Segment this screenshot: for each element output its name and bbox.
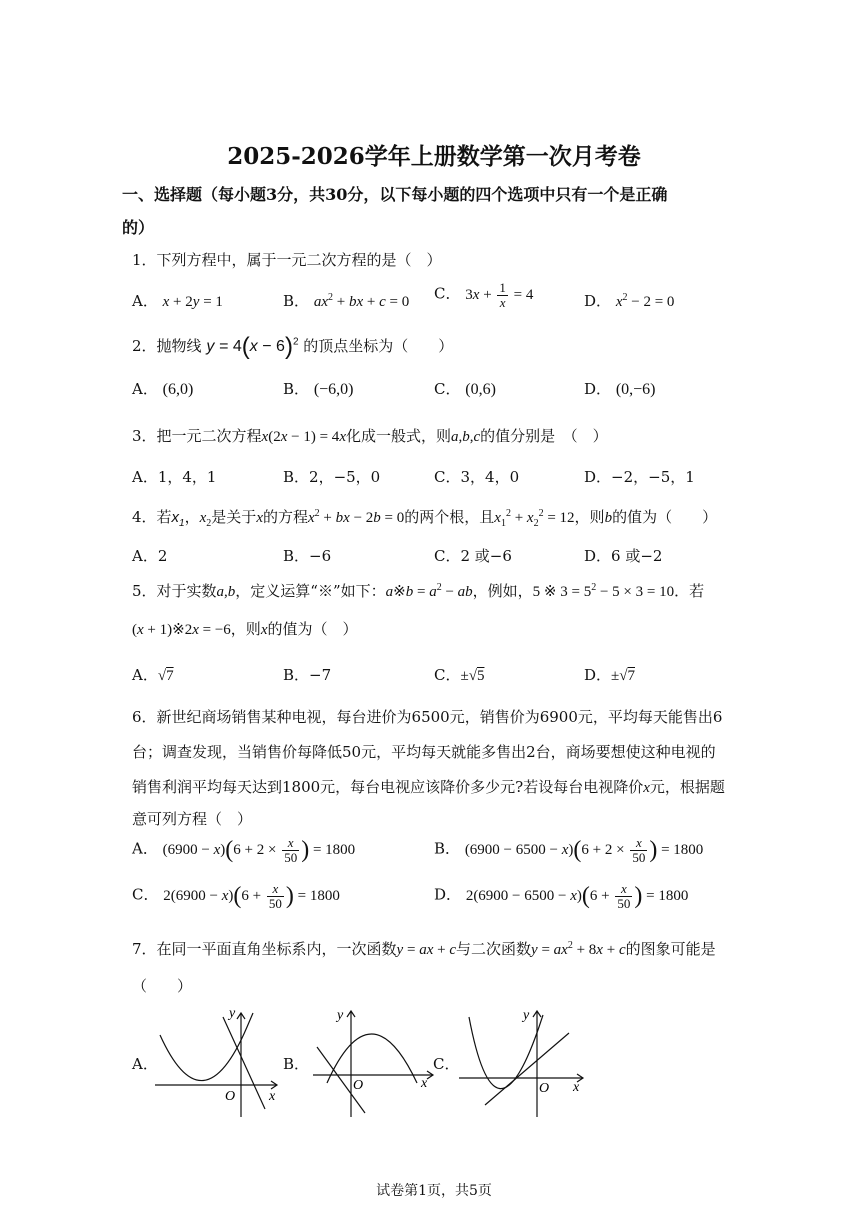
parabola-curve <box>327 1034 417 1083</box>
q5-option-d <box>584 664 635 685</box>
q5-option-d-value: ±√7 <box>611 668 635 684</box>
q7-stem-middle: 与二次函数 <box>456 940 532 958</box>
q5-option-c-value: ±√5 <box>460 668 485 684</box>
q2-option-a <box>132 378 193 399</box>
q2-option-a-value: (6,0) <box>162 381 194 398</box>
x-axis-label: x <box>573 1080 580 1095</box>
q5-stem-if: ．若 <box>674 582 705 600</box>
origin-label: O <box>539 1081 550 1096</box>
line-graph <box>485 1033 569 1105</box>
q4-equation: $x^2$ + bx − 2b = 0 <box>308 508 405 526</box>
q6-option-a <box>132 836 355 864</box>
q4-stem-roots: 的两个根，且 <box>404 508 495 526</box>
q4-stem-then: ，则 <box>574 508 605 526</box>
q3-stem-suffix: 的值分别是 （ ） <box>480 427 608 445</box>
q4-stem-about: 是关于 <box>211 508 257 526</box>
q4-root-x2: $x_2$ <box>199 510 212 529</box>
question-6-line1: 6．新世纪商场销售某种电视，每台进价为6500元，销售价为6900元，平均每天能售出6 <box>132 708 723 726</box>
q6-option-b <box>434 836 703 864</box>
q1-option-d-label: D． <box>584 292 612 310</box>
q4-root-x1: $x_1$ <box>171 509 185 529</box>
q5-option-a <box>132 664 174 685</box>
q5-equation: (x + 1)※2x = −6 <box>132 622 231 638</box>
q2-stem-prefix: 2．抛物线 <box>132 337 202 356</box>
q2-option-a-label: A． <box>132 380 158 398</box>
q7-quadratic-function: $y = ax^2 + 8x + c$ <box>531 940 626 958</box>
question-6-line2: 台；调查发现，当销售价每降低50元，平均每天就能多售出2台，商场要想使这种电视的 <box>132 743 716 761</box>
x-axis-label: x <box>269 1089 276 1104</box>
section-heading-line2: 的） <box>122 218 155 237</box>
q4-stem-equation-label: 的方程 <box>262 508 308 526</box>
q5-option-a-label: A． <box>132 666 158 684</box>
q5-option-c-label: C． <box>434 666 461 684</box>
q2-stem-suffix: 的顶点坐标为（ ） <box>303 337 454 356</box>
q2-parabola-rhs: = $4(x - 6)^2$ <box>219 333 299 360</box>
q5-vars: a,b <box>216 584 236 600</box>
q5-option-b: B．−7 <box>283 666 332 684</box>
q2-option-d-label: D． <box>584 380 612 398</box>
q5-stem-example: ，例如， <box>472 582 533 600</box>
section-heading-line1: 一、选择题（每小题3分，共30分，以下每小题的四个选项中只有一个是正确 <box>122 185 668 204</box>
q5-option-c <box>434 664 484 685</box>
q5-stem-suffix: 的值为（ ） <box>267 620 358 638</box>
q4-var-x: x <box>256 510 263 526</box>
q6-option-c-label: C． <box>132 885 159 904</box>
q5-stem-define: ，定义运算“※”如下： <box>235 582 386 600</box>
y-axis-label: y <box>523 1008 530 1023</box>
question-7-line1 <box>132 938 716 959</box>
question-4-stem <box>132 506 717 529</box>
q3-option-c: C．3，4，0 <box>434 468 520 486</box>
q6-option-d <box>434 882 688 910</box>
q6-option-d-formula: 2(6900 − 6500 − x)(6 + $\frac{x}{50}$ ) = 1800 <box>465 881 689 911</box>
q2-option-c-value: (0,6) <box>465 381 496 398</box>
q2-option-b-value: (−6,0) <box>313 381 354 398</box>
q5-var-x: x <box>260 622 268 638</box>
q6-option-d-label: D． <box>434 885 462 904</box>
question-5-line1 <box>132 580 704 601</box>
q2-option-c-label: C． <box>434 380 461 398</box>
q1-option-b <box>283 290 409 311</box>
q6-option-c-formula: 2(6900 − x)(6 + $\frac{x}{50}$ ) = 1800 <box>163 881 340 911</box>
page-title: 2025-2026学年上册数学第一次月考卷 <box>227 143 641 170</box>
page-footer: 试卷第1页，共5页 <box>376 1183 492 1199</box>
q2-option-b-label: B． <box>283 380 310 398</box>
q4-option-d: D．6 或−2 <box>584 547 663 565</box>
q6-option-a-label: A． <box>132 839 158 858</box>
y-axis-label: y <box>337 1008 344 1023</box>
q4-condition: $x_1^2 + x_2^2 = 12$ <box>494 508 575 529</box>
q5-example: 5 ※ $3 = 5^2 - 5 \times 3 = 10$ <box>532 582 675 600</box>
y-axis-label: y <box>229 1006 236 1021</box>
q4-option-c: C．2 或−6 <box>434 547 512 565</box>
q6-line3-prefix: 销售利润平均每天达到1800元，每台电视应该降价多少元?若设每台电视降价 <box>132 778 644 796</box>
q1-option-b-formula: $ax^2$ + bx + c = 0 <box>313 292 410 310</box>
question-6-line4: 意可列方程（ ） <box>132 810 253 828</box>
question-7-line2: （ ） <box>132 977 193 995</box>
q7-linear-function: y = ax + c <box>396 942 456 958</box>
question-5-line2 <box>132 618 358 639</box>
q3-equation: x(2x − 1) = 4x <box>261 429 346 445</box>
q4-var-b: b <box>604 510 613 526</box>
q1-option-b-label: B． <box>283 292 310 310</box>
q2-option-c <box>434 378 496 399</box>
q1-option-a-formula: x + 2y = 1 <box>162 294 223 310</box>
q6-option-c <box>132 882 340 910</box>
q4-stem-suffix: 的值为（ ） <box>612 508 718 526</box>
q6-var-x: x <box>643 780 650 796</box>
origin-label: O <box>225 1089 236 1104</box>
q5-definition: a※b = $a^2$ − ab <box>385 582 473 600</box>
q1-option-c <box>434 281 533 309</box>
q5-option-a-value: √7 <box>157 668 174 684</box>
q4-option-a: A．2 <box>132 547 168 565</box>
q7-option-b-label: B． <box>283 1055 310 1073</box>
q1-option-d-formula: $x^2 - 2 = 0$ <box>615 292 675 310</box>
parabola-curve <box>160 1013 253 1081</box>
q4-stem-comma: ， <box>184 508 200 526</box>
q3-option-d: D．−2，−5，1 <box>584 468 695 486</box>
q7-graph-b <box>305 1005 440 1120</box>
q6-option-b-formula: (6900 − 6500 − x)(6 + 2 × $\frac{x}{50}$ ) = 1800 <box>464 835 704 865</box>
q3-stem-middle: 化成一般式，则 <box>345 427 451 445</box>
q5-stem-then: ，则 <box>230 620 261 638</box>
q7-option-a-label: A． <box>132 1055 158 1073</box>
q1-option-c-label: C． <box>434 284 461 303</box>
q1-option-a <box>132 290 223 311</box>
question-3-stem <box>132 425 608 446</box>
q6-option-b-label: B． <box>434 839 461 858</box>
origin-label: O <box>353 1078 364 1093</box>
q6-option-a-formula: (6900 − x)(6 + 2 × $\frac{x}{50}$ ) = 1800 <box>162 835 356 865</box>
x-axis-label: x <box>421 1076 428 1091</box>
q5-option-d-label: D． <box>584 666 612 684</box>
q1-option-a-label: A． <box>132 292 158 310</box>
q2-option-d <box>584 378 656 399</box>
q4-stem-prefix: 4．若 <box>132 508 172 526</box>
q2-option-b <box>283 378 354 399</box>
q2-option-d-value: (0,−6) <box>615 381 656 398</box>
question-1-stem: 1．下列方程中，属于一元二次方程的是（ ） <box>132 251 442 269</box>
question-2-stem <box>132 333 453 361</box>
q4-option-b: B．−6 <box>283 547 332 565</box>
q5-stem-prefix: 5．对于实数 <box>132 582 217 600</box>
q3-option-a: A．1，4，1 <box>132 468 217 486</box>
q1-option-c-formula: 3x + $\frac{1}{x}$ = 4 <box>465 280 534 310</box>
q7-option-c-label: C． <box>433 1055 460 1073</box>
q7-stem-suffix: 的图象可能是 <box>625 940 716 958</box>
q7-graph-c <box>455 1005 590 1120</box>
q6-line3-suffix: 元，根据题 <box>649 778 725 796</box>
q7-graph-a <box>155 1005 285 1120</box>
q3-variables: a,b,c <box>451 429 481 445</box>
q2-parabola-formula: y <box>206 338 215 356</box>
q1-option-d <box>584 290 674 311</box>
q3-stem-prefix: 3．把一元二次方程 <box>132 427 262 445</box>
q3-option-b: B．2，−5，0 <box>283 468 381 486</box>
question-6-line3 <box>132 776 725 797</box>
q7-stem-prefix: 7．在同一平面直角坐标系内，一次函数 <box>132 940 397 958</box>
